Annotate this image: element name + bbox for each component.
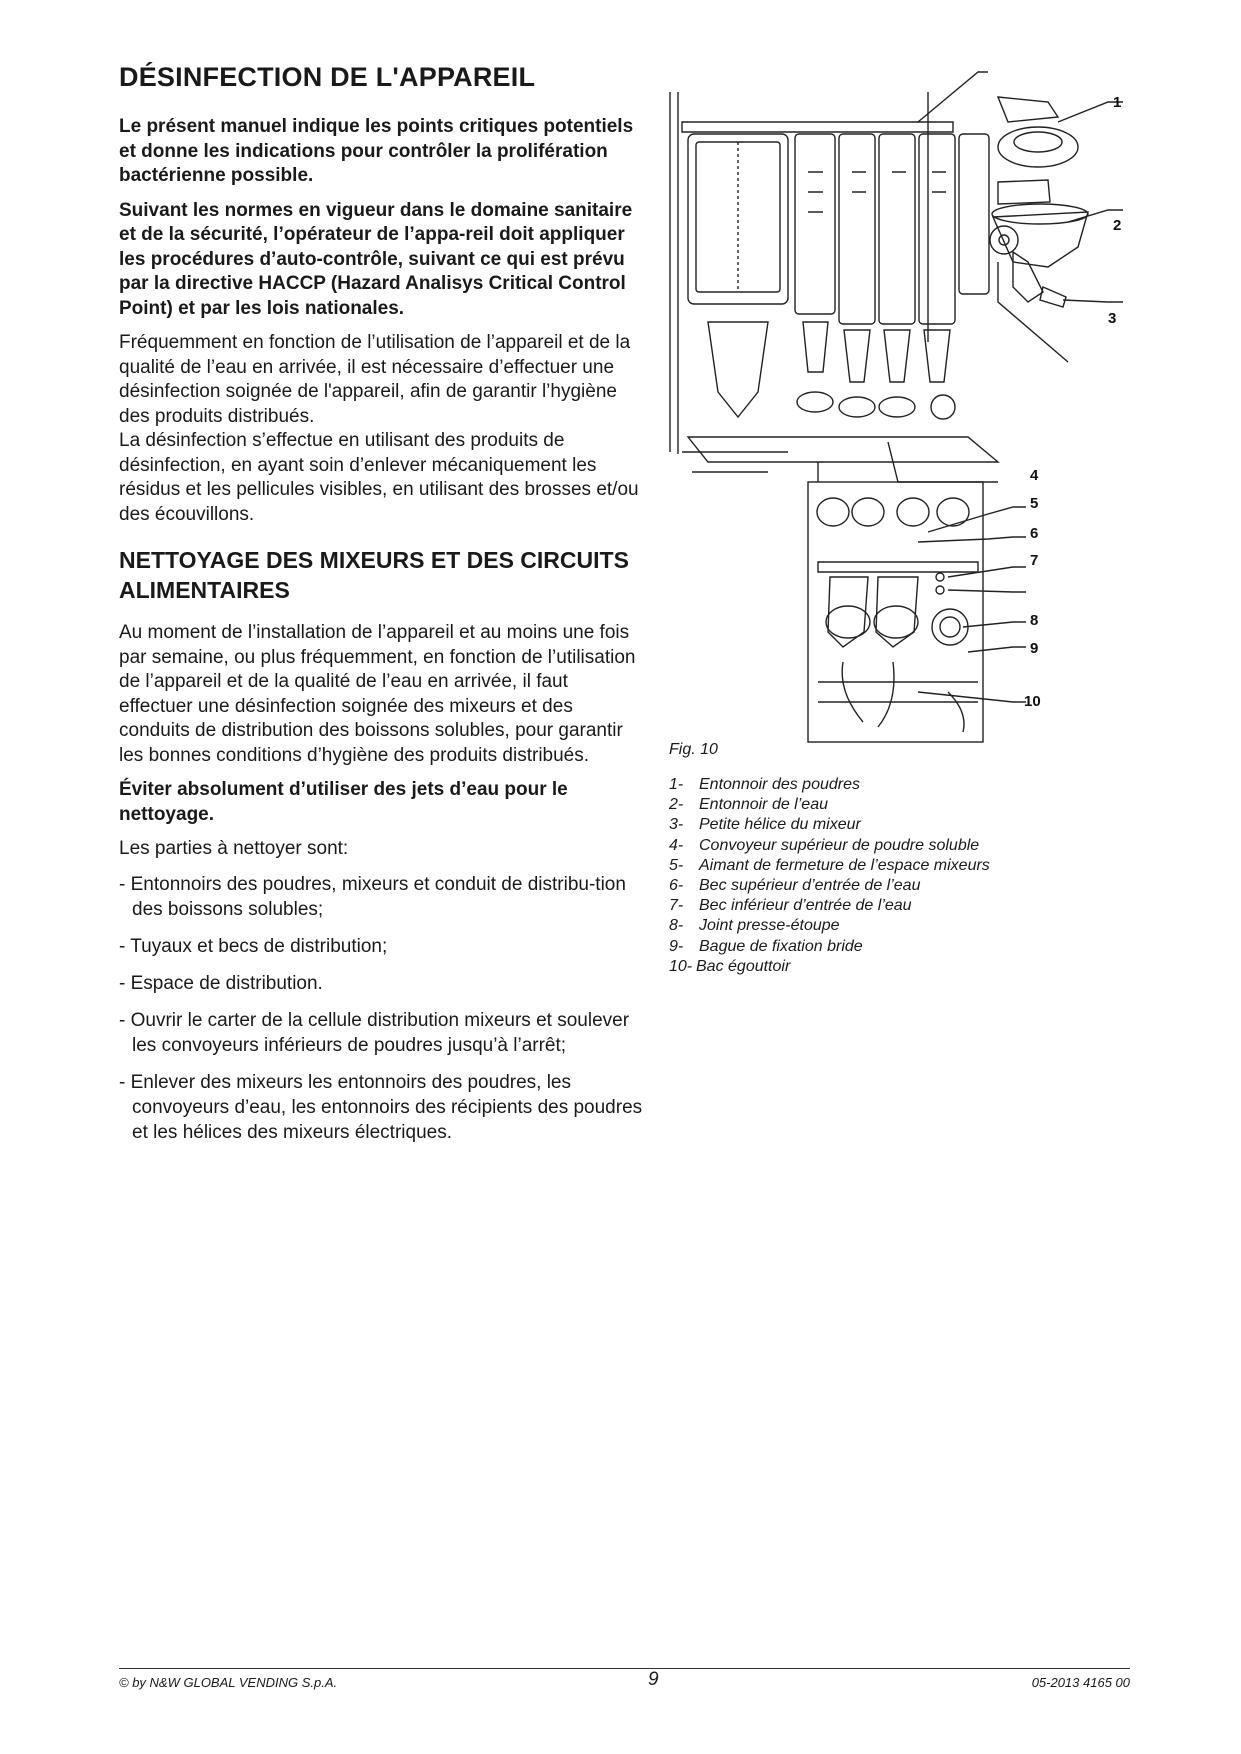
- legend-text: Bec inférieur d’entrée de l’eau: [699, 897, 912, 915]
- list-item: - Entonnoirs des poudres, mixeurs et conduit de distribu-tion des boissons solubles;: [119, 873, 626, 920]
- legend-number: 8-: [669, 917, 684, 935]
- legend-text: Bague de fixation bride: [699, 937, 863, 955]
- section-title: NETTOYAGE DES MIXEURS ET DES CIRCUITS ALIMENTAIRES: [119, 547, 629, 603]
- callout-5: 5: [1030, 495, 1039, 512]
- legend-item: [669, 896, 990, 916]
- legend-item: [669, 795, 990, 815]
- legend-item: [669, 937, 990, 957]
- intro-paragraph-1: Fréquemment en fonction de l’utilisation de l’appareil et de la qualité de l’eau en arrivée, il est nécessaire d’effectuer une désinfection soignée de l'appareil, afin de garantir l’hygiène des produits distribués.: [119, 332, 631, 427]
- document-code: 05-2013 4165 00: [1031, 1675, 1130, 1690]
- legend-number: 4-: [669, 836, 684, 854]
- callout-1: 1: [1113, 94, 1122, 111]
- footer-copyright: © by N&W GLOBAL VENDING S.p.A.: [119, 1675, 338, 1690]
- callout-2: 2: [1113, 217, 1122, 234]
- legend-text: Petite hélice du mixeur: [699, 816, 861, 834]
- main-text-column: [119, 62, 644, 1157]
- legend-text: Bec supérieur d’entrée de l’eau: [699, 877, 921, 895]
- callout-9: 9: [1030, 640, 1039, 657]
- list-item: - Ouvrir le carter de la cellule distribution mixeurs et soulever les convoyeurs inférieurs de poudres jusqu’à l’arrêt;: [119, 1009, 630, 1056]
- legend-number: 1-: [669, 776, 684, 793]
- callout-4: 4: [1030, 467, 1039, 484]
- intro-bold-paragraph-1: Le présent manuel indique les points critiques potentiels et donne les indications pour contrôler la prolifération bactérienne possible.: [119, 116, 634, 186]
- legend-number: 9-: [669, 937, 684, 955]
- parts-intro: Les parties à nettoyer sont:: [119, 838, 349, 859]
- legend-number: 7-: [669, 897, 684, 915]
- footer-divider: [119, 1668, 1130, 1669]
- warning-text: Éviter absolument d’utiliser des jets d’eau pour le nettoyage.: [119, 779, 568, 825]
- list-item: - Espace de distribution.: [119, 972, 323, 994]
- intro-bold-paragraph-2: Suivant les normes en vigueur dans le domaine sanitaire et de la sécurité, l’opérateur de l’appa-reil doit appliquer les procédures d’auto-contrôle, suivant ce qui est prévu par la directive HACCP (Hazard Analisys Critical Control Point) et par les lois nationales.: [119, 199, 633, 319]
- figure-caption: Fig. 10: [669, 741, 718, 758]
- callout-10: 10: [1024, 693, 1041, 710]
- callout-3: 3: [1108, 310, 1117, 327]
- legend-number: 2-: [669, 796, 684, 814]
- legend-text: Aimant de fermeture de l’espace mixeurs: [699, 856, 990, 874]
- intro-paragraph-2: La désinfection s’effectue en utilisant des produits de désinfection, en ayant soin d’enlever mécaniquement les résidus et les pellicules visibles, en utilisant des brosses et/ou des écouvillons.: [119, 430, 639, 525]
- legend-item: [669, 856, 990, 876]
- legend-item: [669, 957, 990, 977]
- legend-item: [669, 916, 990, 936]
- legend-item: [669, 876, 990, 896]
- legend-text: Convoyeur supérieur de poudre soluble: [699, 836, 980, 854]
- legend-number: 3-: [669, 816, 684, 834]
- legend-text: Entonnoir de l’eau: [699, 796, 828, 814]
- legend-item: [669, 815, 990, 835]
- legend-text: Bac égouttoir: [696, 957, 791, 975]
- legend-item: [669, 836, 990, 856]
- figure-legend: [669, 775, 990, 977]
- callout-8: 8: [1030, 612, 1039, 629]
- legend-item: [669, 775, 990, 795]
- callout-7: 7: [1030, 552, 1039, 569]
- callout-6: 6: [1030, 525, 1039, 542]
- legend-number: 6-: [669, 877, 684, 895]
- legend-number: 10-: [669, 957, 693, 975]
- list-item: - Tuyaux et becs de distribution;: [119, 935, 388, 957]
- legend-text: Joint presse-étoupe: [699, 917, 840, 935]
- page-title: DÉSINFECTION DE L'APPAREIL: [119, 62, 536, 92]
- list-item: - Enlever des mixeurs les entonnoirs des poudres, les convoyeurs d’eau, les entonnoirs des récipients des poudres et les hélices des mixeurs électriques.: [119, 1071, 643, 1143]
- page-number: 9: [648, 1669, 659, 1690]
- parts-list: [119, 872, 644, 1145]
- section-paragraph-1: Au moment de l’installation de l’appareil et au moins une fois par semaine, ou plus fréquemment, en fonction de l’utilisation de l’appareil et de la qualité de l’eau en arrivée, il faut effectuer une désinfection soignée des mixeurs et des conduits de distribution des boissons solubles, pour garantir les bonnes conditions d’hygiène des produits distribués.: [119, 622, 636, 766]
- mixer-illustration: [668, 62, 1128, 747]
- legend-number: 5-: [669, 856, 684, 874]
- legend-text: Entonnoir des poudres: [699, 776, 860, 793]
